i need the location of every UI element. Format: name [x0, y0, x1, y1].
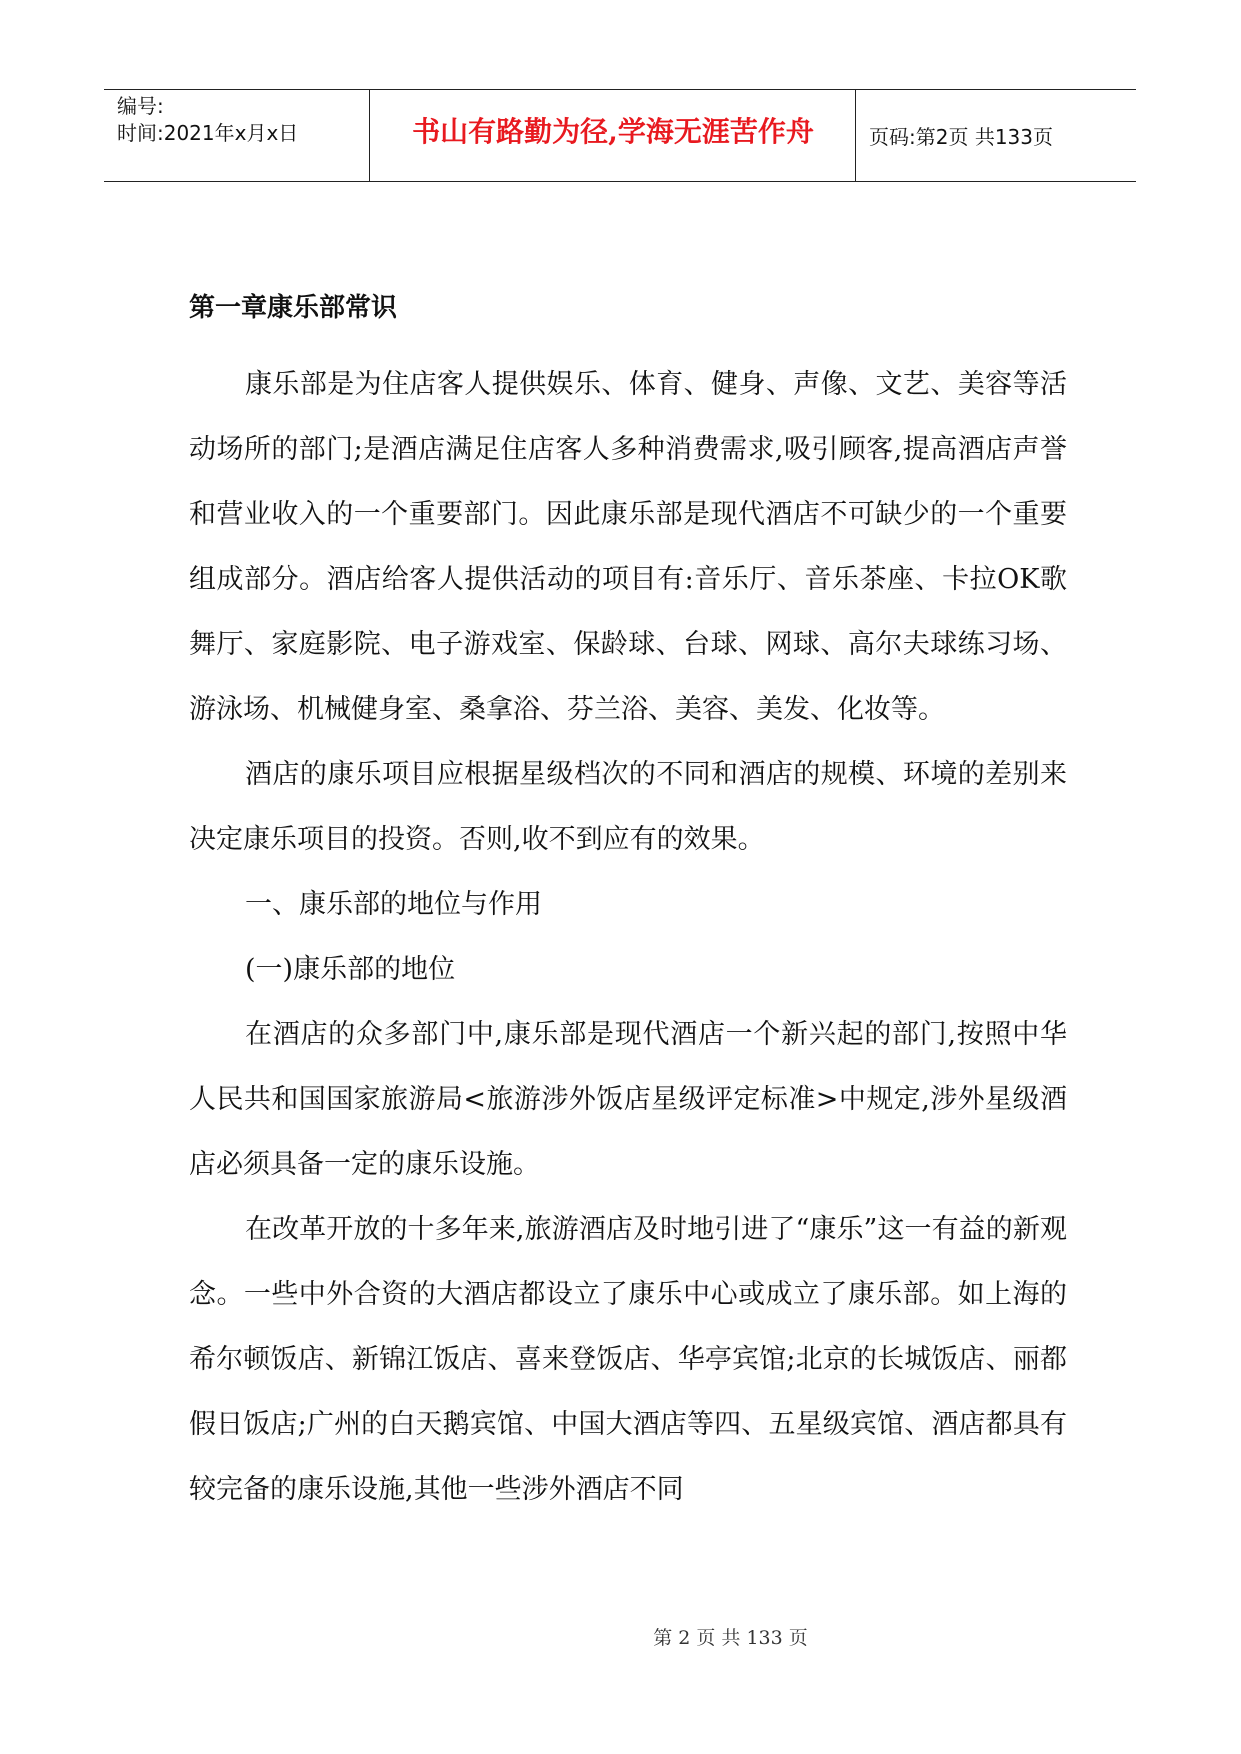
paragraph: 康乐部是为住店客人提供娱乐、体育、健身、声像、文艺、美容等活动场所的部门;是酒店满足住店客人多种消费需求,吸引顾客,提高酒店声誉和营业收入的一个重要部门。因此康乐部是现代酒店不可缺少的一个重要组成部分。酒店给客人提供活动的项目有:音乐厅、音乐茶座、卡拉OK歌舞厅、家庭影院、电子游戏室、保龄球、台球、网球、高尔夫球练习场、游泳场、机械健身室、桑拿浴、芬兰浴、美容、美发、化妆等。 — [189, 369, 1067, 725]
section-heading: 一、康乐部的地位与作用 — [245, 889, 542, 920]
header-meta — [117, 93, 298, 147]
header-rule-top — [104, 89, 1136, 90]
header-rule-bottom — [104, 181, 1136, 182]
paragraph: 在酒店的众多部门中,康乐部是现代酒店一个新兴起的部门,按照中华人民共和国国家旅游局<旅游涉外饭店星级评定标准>中规定,涉外星级酒店必须具备一定的康乐设施。 — [189, 1019, 1067, 1180]
document-body — [189, 288, 1067, 1522]
header-motto: 书山有路勤为径,学海无涯苦作舟 — [412, 115, 814, 148]
header-page-number: 页码:第2页 共133页 — [869, 125, 1053, 149]
subsection-heading: (一)康乐部的地位 — [245, 954, 456, 985]
document-number-label: 编号: — [117, 94, 164, 118]
chapter-title: 第一章康乐部常识 — [189, 293, 398, 323]
paragraph: 酒店的康乐项目应根据星级档次的不同和酒店的规模、环境的差别来决定康乐项目的投资。否则,收不到应有的效果。 — [189, 759, 1067, 855]
paragraph: 在改革开放的十多年来,旅游酒店及时地引进了“康乐”这一有益的新观念。一些中外合资的大酒店都设立了康乐中心或成立了康乐部。如上海的希尔顿饭店、新锦江饭店、喜来登饭店、华亭宾馆;北京的长城饭店、丽都假日饭店;广州的白天鹅宾馆、中国大酒店等四、五星级宾馆、酒店都具有较完备的康乐设施,其他一些涉外酒店不同 — [189, 1214, 1067, 1505]
footer-page-number: 第 2 页 共 133 页 — [653, 1627, 808, 1649]
document-time-label: 时间:2021年x月x日 — [117, 121, 299, 145]
